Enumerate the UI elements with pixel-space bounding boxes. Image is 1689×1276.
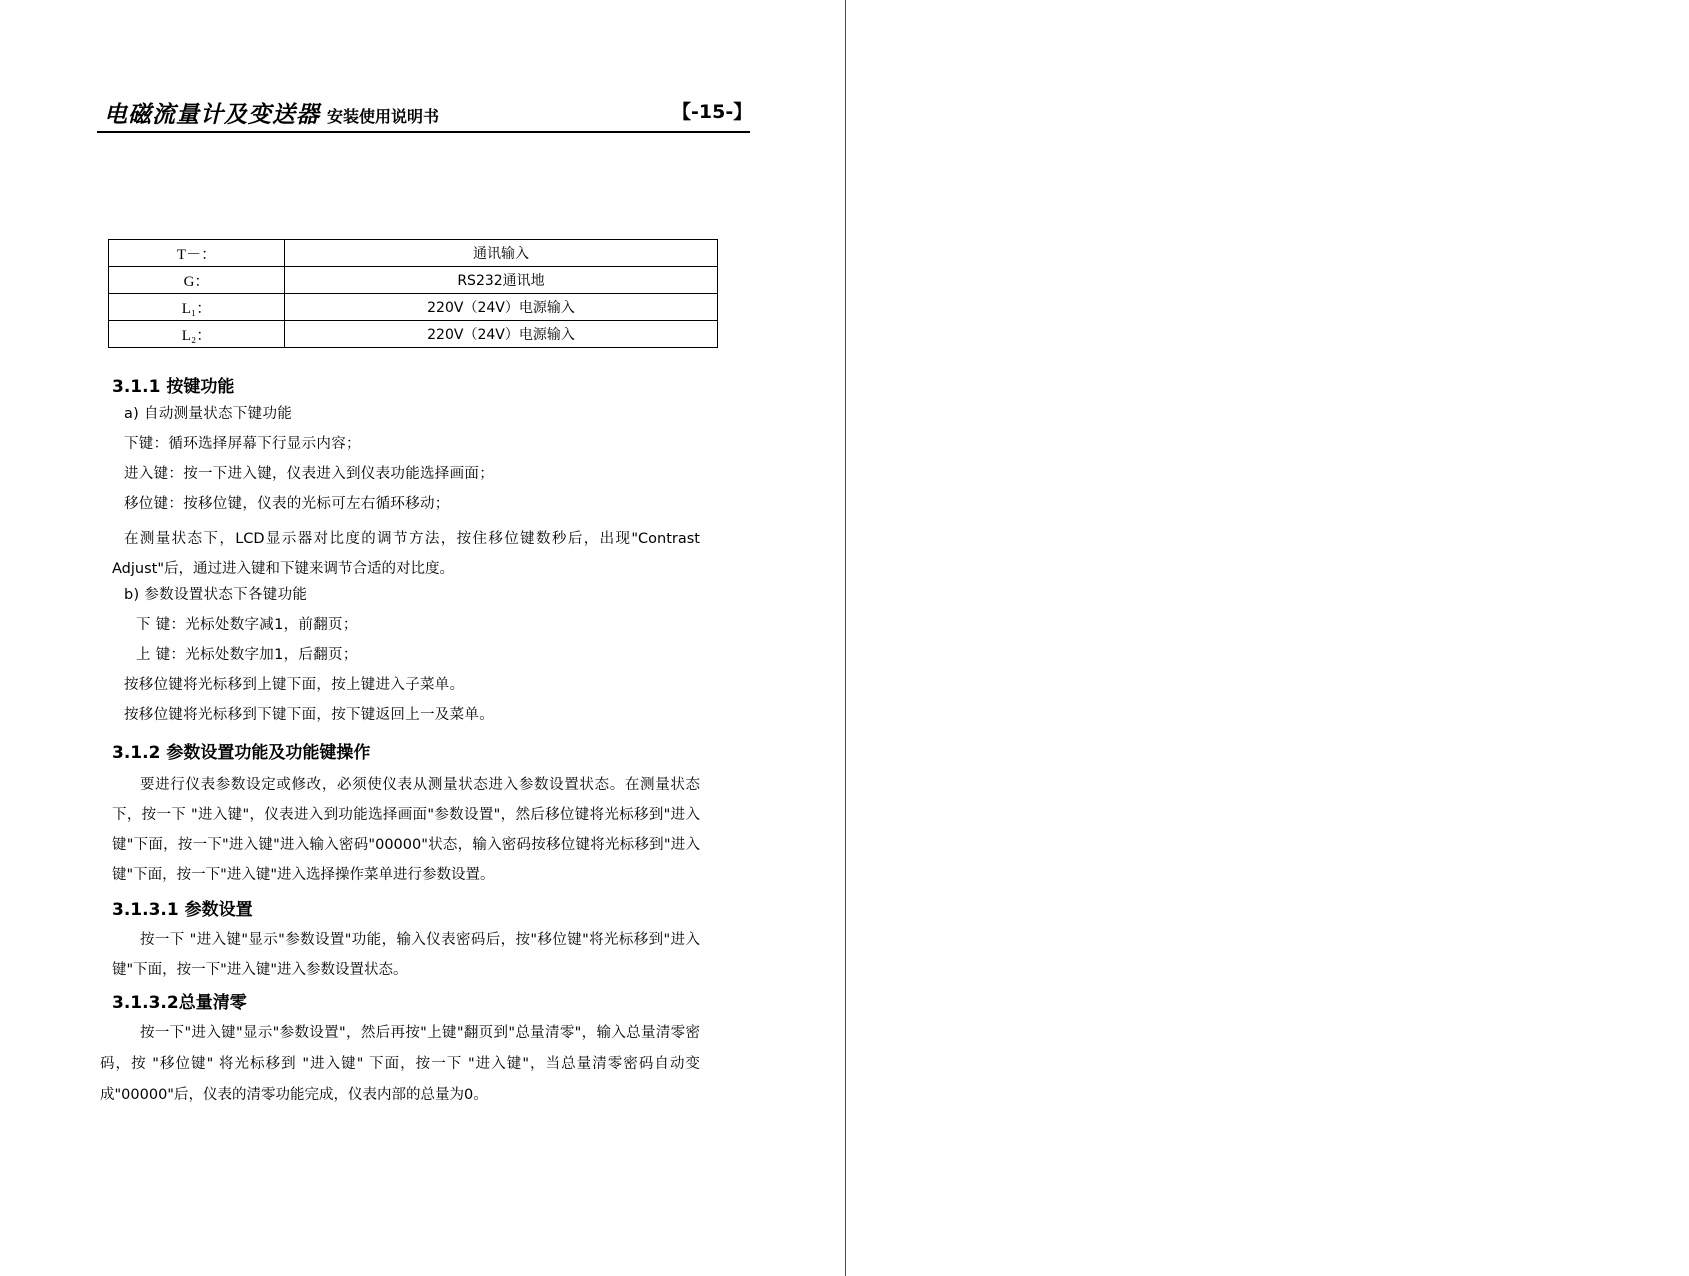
table-row <box>109 321 718 348</box>
terminal-desc: RS232通讯地 <box>285 267 718 294</box>
key-shift-desc: 移位键：按移位键，仪表的光标可左右循环移动； <box>124 496 450 512</box>
submenu-enter-desc: 按移位键将光标移到上键下面，按上键进入子菜单。 <box>124 677 465 693</box>
section-3131-body: 按一下 "进入键"显示"参数设置"功能，输入仪表密码后，按"移位键"将光标移到"进入键"下面，按一下"进入键"进入参数设置状态。 <box>112 932 700 978</box>
submenu-return-desc: 按移位键将光标移到下键下面，按下键返回上一及菜单。 <box>124 707 494 723</box>
terminal-code: T－： <box>109 240 285 267</box>
key-down-param-desc: 下 键：光标处数字减1，前翻页； <box>136 617 358 633</box>
terminal-desc: 220V（24V）电源输入 <box>285 321 718 348</box>
key-enter-desc: 进入键：按一下进入键，仪表进入到仪表功能选择画面； <box>124 466 494 482</box>
section-311-b: b) 参数设置状态下各键功能 <box>124 587 308 603</box>
terminal-code: L₁： <box>109 294 285 321</box>
section-311-a: a) 自动测量状态下键功能 <box>124 406 293 422</box>
header-subtitle: 安装使用说明书 <box>327 107 440 126</box>
table-row <box>109 240 718 267</box>
right-page <box>845 0 1689 1276</box>
header-title: 电磁流量计及变送器 <box>104 102 320 128</box>
section-3132-body: 按一下"进入键"显示"参数设置"，然后再按"上键"翻页到"总量清零"，输入总量清零密码，按 "移位键" 将光标移到 "进入键" 下面，按一下 "进入键"，当总量清零密码自动变成"00000"后，仪表的清零功能完成，仪表内部的总量为0。 <box>100 1025 700 1103</box>
terminal-desc: 220V（24V）电源输入 <box>285 294 718 321</box>
section-312-title: 3.1.2 参数设置功能及功能键操作 <box>112 743 371 763</box>
key-up-param-desc: 上 键：光标处数字加1，后翻页； <box>136 647 358 663</box>
section-312-body: 要进行仪表参数设定或修改，必须使仪表从测量状态进入参数设置状态。在测量状态下，按一下 "进入键"，仪表进入到功能选择画面"参数设置"，然后移位键将光标移到"进入键"下面，按一下"进入键"进入输入密码"00000"状态，输入密码按移位键将光标移到"进入键"下面，按一下"进入键"进入选择操作菜单进行参数设置。 <box>112 777 700 883</box>
header-rule <box>97 131 750 133</box>
table-row <box>109 267 718 294</box>
section-3132-title: 3.1.3.2总量清零 <box>112 993 247 1013</box>
terminal-table <box>108 239 718 348</box>
section-311-title: 3.1.1 按键功能 <box>112 377 235 397</box>
left-page-number: 【-15-】 <box>672 101 753 123</box>
contrast-adjust-desc: 在测量状态下，LCD显示器对比度的调节方法，按住移位键数秒后，出现"Contrast Adjust"后，通过进入键和下键来调节合适的对比度。 <box>112 531 700 577</box>
terminal-code: G： <box>109 267 285 294</box>
table-row <box>109 294 718 321</box>
section-3131-title: 3.1.3.1 参数设置 <box>112 900 253 920</box>
left-page-header <box>104 96 439 129</box>
terminal-code: L₂： <box>109 321 285 348</box>
key-down-desc: 下键：循环选择屏幕下行显示内容； <box>124 436 361 452</box>
terminal-desc: 通讯输入 <box>285 240 718 267</box>
